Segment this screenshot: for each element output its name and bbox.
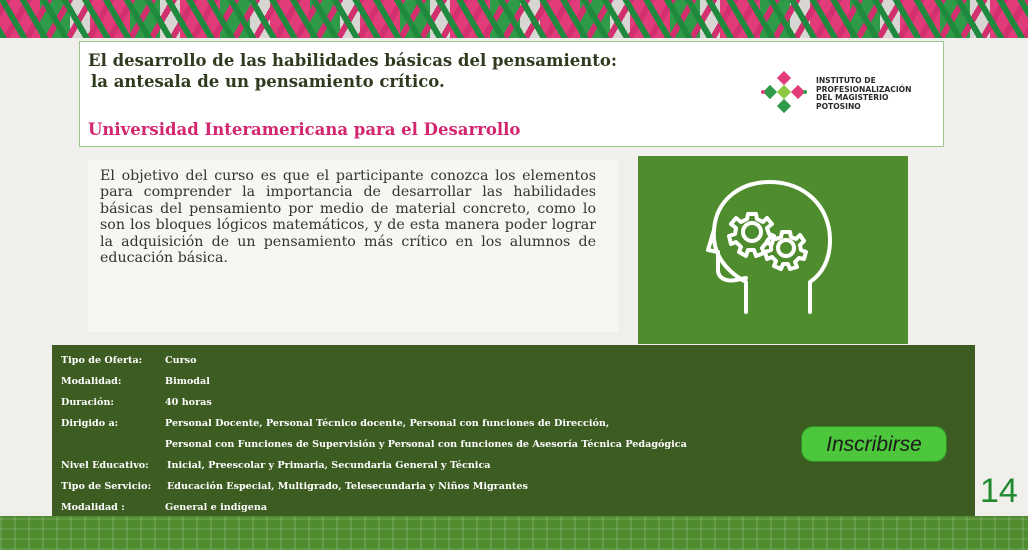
decorative-bottom-border bbox=[0, 516, 1028, 550]
institute-logo-text bbox=[816, 77, 941, 111]
logo-text-line-4: POTOSINO bbox=[816, 101, 861, 111]
page-number: 14 bbox=[980, 472, 1018, 510]
course-details-panel bbox=[52, 345, 975, 516]
detail-label: Duración: bbox=[61, 397, 114, 408]
institute-logo-icon bbox=[760, 68, 808, 116]
course-header bbox=[79, 41, 944, 147]
detail-value: Inicial, Preescolar y Primaria, Secundaria General y Técnica bbox=[167, 460, 491, 471]
detail-value: 40 horas bbox=[165, 397, 212, 408]
institute-logo bbox=[760, 68, 940, 118]
head-gears-icon bbox=[706, 178, 840, 318]
detail-label: Dirigido a: bbox=[61, 418, 119, 429]
detail-value: Curso bbox=[165, 355, 197, 366]
course-objective-box bbox=[88, 160, 618, 332]
logo-text-line-2: PROFESIONALIZACIÓN bbox=[816, 84, 912, 94]
course-title-line-2: la antesala de un pensamiento crítico. bbox=[91, 72, 445, 91]
inscribirse-button[interactable]: Inscribirse bbox=[801, 426, 947, 462]
course-title-line-1: El desarrollo de las habilidades básicas del pensamiento: bbox=[88, 51, 617, 70]
logo-text-line-3: DEL MAGISTERIO bbox=[816, 93, 889, 103]
detail-label: Modalidad: bbox=[61, 376, 122, 387]
detail-value: Personal Docente, Personal Técnico docente, Personal con funciones de Dirección, bbox=[165, 418, 610, 429]
detail-label: Modalidad : bbox=[61, 502, 125, 513]
logo-text-line-1: INSTITUTO DE bbox=[816, 76, 876, 85]
course-objective-text: El objetivo del curso es que el participante conozca los elementos para comprender la importancia de desarrollar las habilidades básicas del pensamiento por medio de material concreto, como lo son los bloques lógicos matemáticos, y de esta manera poder lograr la adquisición de un pensamiento más crítico en los alumnos de educación básica. bbox=[100, 168, 596, 267]
course-title bbox=[88, 50, 688, 92]
detail-value: General e indígena bbox=[165, 502, 268, 513]
institution-name: Universidad Interamericana para el Desarrollo bbox=[88, 120, 521, 139]
decorative-top-border bbox=[0, 0, 1028, 38]
detail-value: Educación Especial, Multigrado, Telesecundaria y Niños Migrantes bbox=[167, 481, 528, 492]
detail-value: Bimodal bbox=[165, 376, 210, 387]
detail-value: Personal con Funciones de Supervisión y Personal con funciones de Asesoría Técnica Pedagógica bbox=[165, 439, 687, 450]
illustration-panel bbox=[638, 156, 908, 344]
detail-label: Tipo de Servicio: bbox=[61, 481, 152, 492]
detail-label: Tipo de Oferta: bbox=[61, 355, 143, 366]
detail-label: Nivel Educativo: bbox=[61, 460, 149, 471]
